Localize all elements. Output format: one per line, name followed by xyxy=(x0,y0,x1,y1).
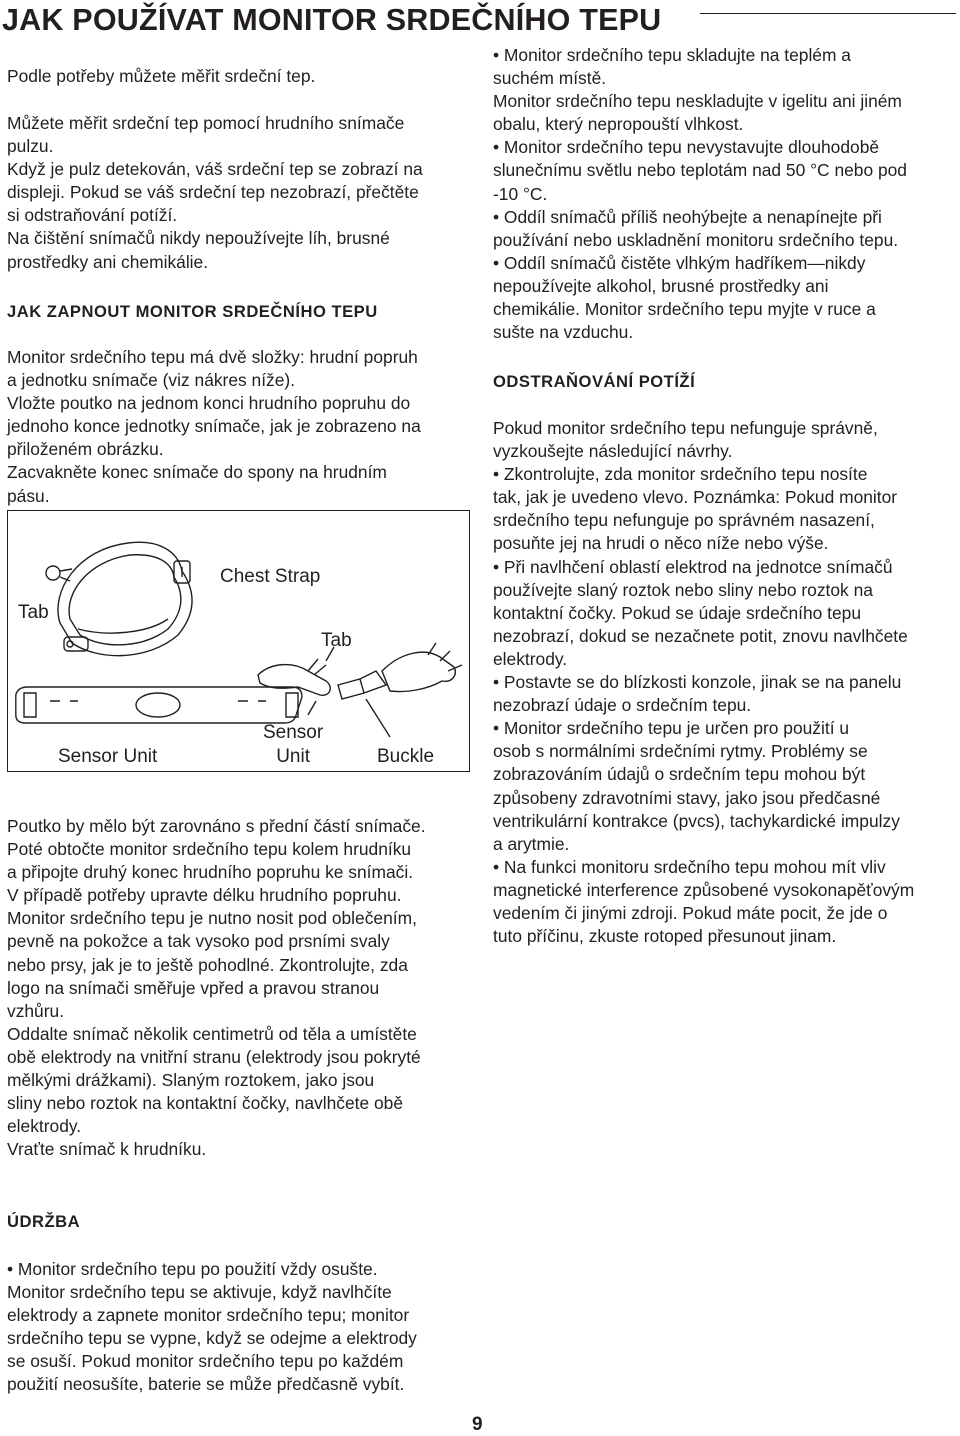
label-chest-strap: Chest Strap xyxy=(220,566,321,587)
setup-paragraph: Monitor srdečního tepu má dvě složky: hrudní popruh a jednotku snímače (viz nákres níže). Vložte poutko na jednom konci hrudního popruhu do jednoho konce jednotky snímače, jak je zobrazeno na přiloženém obrázku. Zacvakněte konec snímače do spony na hrudním pásu. xyxy=(7,347,421,506)
clip-top-icon xyxy=(46,566,60,580)
section-heading-setup: JAK ZAPNOUT MONITOR SRDEČNÍHO TEPU xyxy=(7,302,378,321)
section-heading-troubleshooting: ODSTRAŇOVÁNÍ POTÍŽÍ xyxy=(493,372,696,391)
buckle-icon xyxy=(338,679,364,699)
maintenance-paragraph: • Monitor srdečního tepu po použití vždy osušte. Monitor srdečního tepu se aktivuje, když navlhčíte elektrody a zapnete monitor srdečního tepu; monitor srdečního tepu se vypne, když se odejme a elektrody se osuší. Pokud monitor srdečního tepu po každém použití neosušíte, baterie se může předčasně vybít. xyxy=(7,1259,417,1395)
chest-strap-illustration xyxy=(8,511,471,773)
label-buckle: Buckle xyxy=(377,746,435,767)
label-tab-right: Tab xyxy=(321,630,352,651)
intro-paragraph-2: Můžete měřit srdeční tep pomocí hrudního snímače pulzu. Když je pulz detekován, váš srdeční tep se zobrazí na displeji. Pokud se váš srdeční tep nezobrazí, přečtěte si odstraňování potíží. Na čištění snímačů nikdy nepoužívejte líh, brusné prostředky ani chemikálie. xyxy=(7,113,423,272)
label-tab-left: Tab xyxy=(18,602,49,623)
chest-strap-loop xyxy=(58,542,192,655)
troubleshooting-paragraph: Pokud monitor srdečního tepu nefunguje správně, vyzkoušejte následující návrhy. • Zkontrolujte, zda monitor srdečního tepu nosíte tak, jak je uvedeno vlevo. Poznámka: Pokud monitor srdečního tepu nefunguje po správném nasazení, posuňte jej na hrudi o něco níže nebo výše. • Při navlhčení oblastí elektrod na jednotce snímačů používejte slaný roztok nebo sliny nebo roztok na kontaktní čočky. Pokud se údaje srdečního tepu nezobrazí, dokud se nezačnete potit, znovu navlhčete elektrody. • Postavte se do blízkosti konzole, jinak se na panelu nezobrazí údaje o srdečním tepu. • Monitor srdečního tepu je určen pro použití u osob s normálními srdečními rytmy. Problémy se zobrazováním údajů o srdečním tepu mohou být způsobeny zdravotními stavy, jako jsou předčasné ventrikulární kontrakce (pvcs), tachykardické impulzy a arytmie. • Na funkci monitoru srdečního tepu mohou mít vliv magnetické interference způsobené vysokonapěťovým vedením či jinými zdroji. Pokud máte pocit, že jde o tuto příčinu, zkuste rotoped přesunout jinam. xyxy=(493,418,915,947)
intro-paragraph-1: Podle potřeby můžete měřit srdeční tep. xyxy=(7,66,316,86)
page-number: 9 xyxy=(472,1414,483,1435)
chest-strap-figure xyxy=(7,510,470,772)
hand-left-icon xyxy=(258,665,330,696)
title-rule xyxy=(700,13,956,14)
section-heading-maintenance: ÚDRŽBA xyxy=(7,1212,81,1231)
hand-right-icon xyxy=(382,652,455,691)
page-title: JAK POUŽÍVAT MONITOR SRDEČNÍHO TEPU xyxy=(2,3,662,37)
label-sensor-unit-left: Sensor Unit xyxy=(58,746,158,767)
sensor-logo-icon xyxy=(136,693,180,717)
care-paragraph: • Monitor srdečního tepu skladujte na teplém a suchém místě. Monitor srdečního tepu neskladujte v igelitu ani jiném obalu, který nepropouští vlhkost. • Monitor srdečního tepu nevystavujte dlouhodobě slunečnímu světlu nebo teplotám nad 50 °C nebo pod -10 °C. • Oddíl snímačů příliš neohýbejte a nenapínejte při používání nebo uskladnění monitoru srdečního tepu. • Oddíl snímačů čistěte vlhkým hadříkem—nikdy nepoužívejte alkohol, brusné prostředky ani chemikálie. Monitor srdečního tepu myjte v ruce a sušte na vzduchu. xyxy=(493,45,907,343)
after-figure-paragraph: Poutko by mělo být zarovnáno s přední částí snímače. Poté obtočte monitor srdečního tepu kolem hrudníku a připojte druhý konec hrudního popruhu ke snímači. V případě potřeby upravte délku hrudního popruhu. Monitor srdečního tepu je nutno nosit pod oblečením, pevně na pokožce a tak vysoko pod prsními svaly nebo prsy, jak je to ještě pohodlné. Zkontrolujte, zda logo na snímači směřuje vpřed a pravou stranou vzhůru. Oddalte snímač několik centimetrů od těla a umístěte obě elektrody na vnitřní stranu (elektrody jsou pokryté mělkými drážkami). Slaným roztokem, jako jsou sliny nebo roztok na kontaktní čočky, navlhčete obě elektrody. Vraťte snímač k hrudníku. xyxy=(7,816,426,1160)
label-sensor-unit-right: Sensor Unit xyxy=(263,722,324,767)
